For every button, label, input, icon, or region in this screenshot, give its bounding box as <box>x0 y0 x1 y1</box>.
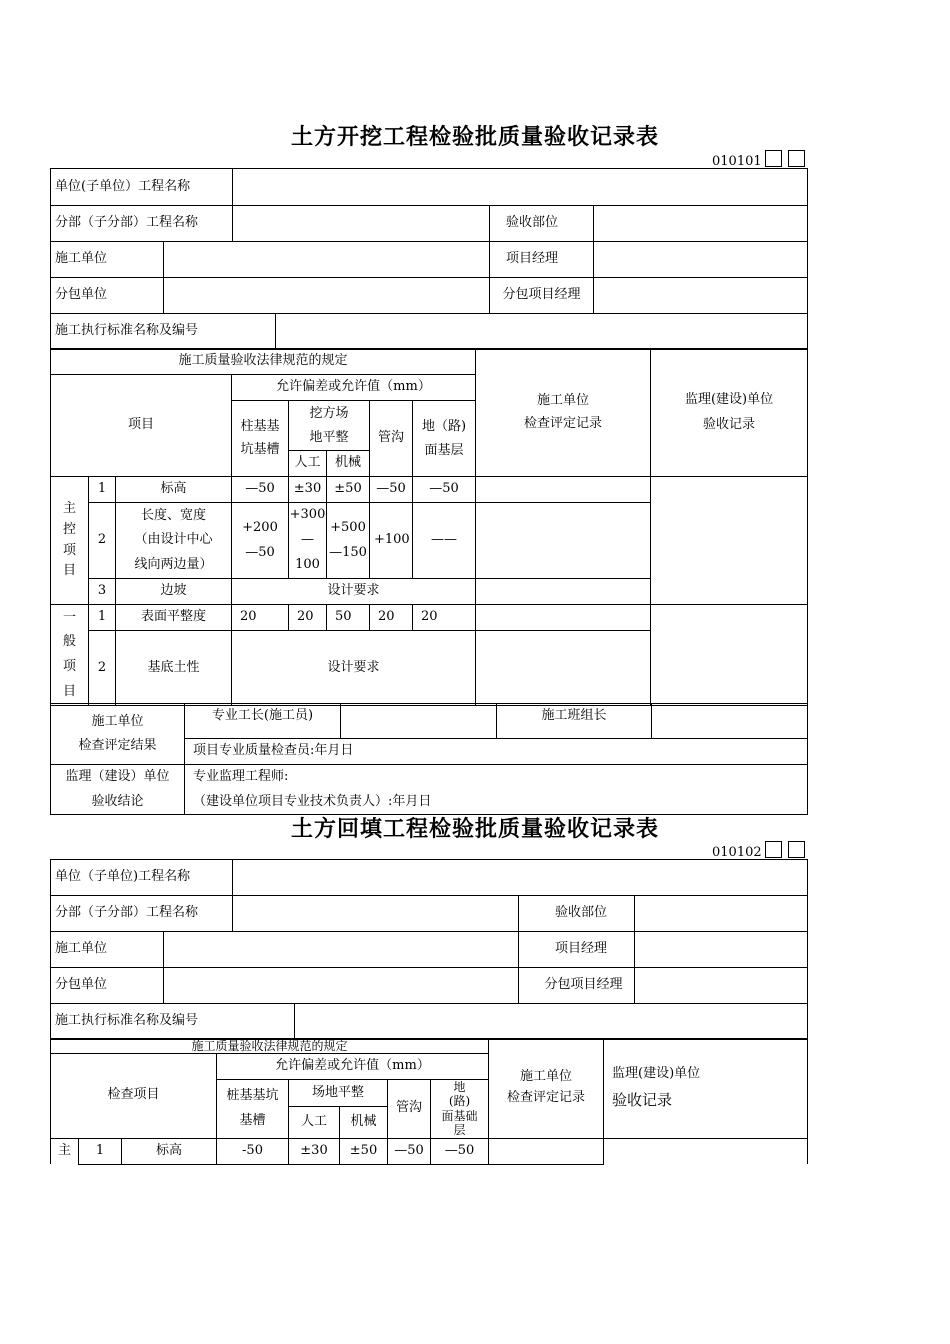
form1-item-header: 项目 <box>51 375 232 477</box>
form1-pm-label: 项目经理 <box>490 242 594 278</box>
form1-team-leader-label: 施工班组长 <box>497 704 652 739</box>
form2-item-header: 检查项目 <box>51 1054 217 1139</box>
row-no: 2 <box>89 503 116 579</box>
form1-contractor-label: 施工单位 <box>51 242 164 278</box>
form2-col-trench: 管沟 <box>388 1080 431 1139</box>
form2-title: 土方回填工程检验批质量验收记录表 <box>290 816 659 842</box>
form1-supervisor-eval-2: 验收记录 <box>703 416 756 432</box>
row-value-line: —150 <box>329 544 367 560</box>
row-machine: ±50 <box>340 1138 388 1164</box>
form1-col-pit <box>232 401 289 477</box>
row-contractor-eval[interactable] <box>476 605 651 631</box>
form1-general-group-char: 目 <box>62 683 76 699</box>
form2-col-machine: 机械 <box>340 1107 388 1138</box>
row-name-line: 长度、宽度 <box>140 508 206 524</box>
form1-general-group-label <box>51 605 89 706</box>
row-manual: 20 <box>289 605 327 631</box>
row-contractor-eval[interactable] <box>476 579 651 605</box>
form2-supervisor-eval-1: 监理(建设)单位 <box>612 1065 701 1081</box>
form1-engineer-label: 专业监理工程师: <box>193 769 289 785</box>
form1-contractor-eval-header <box>476 349 651 477</box>
row-value-line: +200 <box>242 519 278 535</box>
form1-standard-value[interactable] <box>276 314 808 350</box>
form1-general-group-char: 项 <box>62 659 76 674</box>
form2-code: 010102 <box>712 845 762 860</box>
form1-col-site-1: 挖方场 <box>309 406 349 422</box>
form2-contractor-value[interactable] <box>164 932 519 968</box>
row-no: 1 <box>79 1138 122 1164</box>
table-row <box>51 477 808 503</box>
form2-code-box-2[interactable] <box>788 841 805 858</box>
form1-main-group-char: 控 <box>62 521 76 537</box>
form1-col-site <box>289 401 370 451</box>
form2-inspect-part-label: 验收部位 <box>519 896 635 932</box>
row-manual <box>289 503 327 579</box>
row-contractor-eval[interactable] <box>489 1138 604 1164</box>
form1-supervisor-eval-header <box>651 349 808 477</box>
form1-contractor-eval-1: 施工单位 <box>537 393 590 409</box>
row-trench: +100 <box>370 503 413 579</box>
form2-unit-project-value[interactable] <box>233 860 808 896</box>
form1-supervisor-eval-1: 监理(建设)单位 <box>684 391 774 407</box>
form2-contractor-label: 施工单位 <box>51 932 164 968</box>
form1-inspect-part-label: 验收部位 <box>490 206 594 242</box>
form1-conclusion-label <box>51 765 185 815</box>
form2-supervisor-eval-header <box>604 1039 808 1139</box>
form1-sub-project-value[interactable] <box>233 206 490 242</box>
row-name <box>116 503 232 579</box>
form1-sub-pm-label: 分包项目经理 <box>490 278 594 314</box>
form2-sub-project-value[interactable] <box>233 896 519 932</box>
row-no: 1 <box>89 605 116 631</box>
table-row <box>51 605 808 631</box>
form1-qc-label: 项目专业质量检查员:年月日 <box>185 739 808 765</box>
form2-sub-project-label: 分部（子分部）工程名称 <box>51 896 233 932</box>
form1-main-group-char: 项 <box>62 542 76 558</box>
row-no: 2 <box>89 631 116 706</box>
form2-contractor-eval-1: 施工单位 <box>520 1069 573 1085</box>
form1-result-label <box>51 704 185 765</box>
row-trench: 20 <box>370 605 413 631</box>
form2-col-road <box>431 1080 489 1139</box>
form1-main-group-char: 主 <box>62 500 76 516</box>
form1-owner-label: （建设单位项目专业技术负责人）:年月日 <box>193 793 432 809</box>
form2-contractor-eval-2: 检查评定记录 <box>507 1090 586 1106</box>
row-value-line: +500 <box>330 519 366 535</box>
form1-col-road <box>413 401 476 477</box>
row-requirement: 设计要求 <box>232 631 476 706</box>
row-name: 标高 <box>122 1138 217 1164</box>
form2-pm-value[interactable] <box>635 932 808 968</box>
form1-col-road-1: 地（路) <box>421 419 467 435</box>
form1-col-trench: 管沟 <box>370 401 413 477</box>
form1-result-label-1: 施工单位 <box>91 713 144 729</box>
form1-pm-value[interactable] <box>594 242 808 278</box>
row-supervisor-eval[interactable] <box>604 1138 808 1164</box>
form2-unit-project-label: 单位（子单位)工程名称 <box>51 860 233 896</box>
form1-code-box-1[interactable] <box>765 150 782 167</box>
form1-general-supervisor-eval[interactable] <box>651 605 808 706</box>
form1-result-label-2: 检查评定结果 <box>78 738 157 753</box>
form1-subcontractor-value[interactable] <box>164 278 490 314</box>
form1-main-group-label <box>51 477 89 605</box>
form2-spec-header: 施工质量验收法律规范的规定 <box>51 1039 489 1054</box>
row-pit: 20 <box>232 605 289 631</box>
form1-code: 010101 <box>712 154 762 169</box>
row-trench: —50 <box>388 1138 431 1164</box>
form2-col-road-3: 面基础 <box>441 1108 478 1123</box>
row-value-line: —50 <box>245 544 275 560</box>
form1-col-pit-1: 柱基基 <box>240 419 280 435</box>
row-no: 3 <box>89 579 116 605</box>
form2-col-site: 场地平整 <box>289 1080 388 1107</box>
form2-col-road-4: 层 <box>453 1123 466 1138</box>
form1-col-road-2: 面基层 <box>424 442 464 458</box>
row-name: 边坡 <box>116 579 232 605</box>
row-value-line: —100 <box>295 532 320 572</box>
form1-col-site-2: 地平整 <box>309 429 349 445</box>
row-value-line: +300 <box>289 507 326 523</box>
form1-header-table <box>50 168 808 350</box>
row-manual: ±30 <box>289 477 327 503</box>
form2-sub-pm-value[interactable] <box>635 968 808 1004</box>
form1-sub-project-label: 分部（子分部）工程名称 <box>51 206 233 242</box>
form1-foreman-value[interactable] <box>341 704 497 739</box>
row-name: 基底土性 <box>116 631 232 706</box>
row-pit <box>232 503 289 579</box>
row-name: 标高 <box>116 477 232 503</box>
form2-main-table <box>50 1038 808 1165</box>
row-machine: 50 <box>327 605 370 631</box>
form1-conclusion-label-1: 监理（建设）单位 <box>65 769 170 785</box>
form1-team-leader-value[interactable] <box>652 704 808 739</box>
form1-col-machine: 机械 <box>327 451 370 477</box>
form2-code-box-1[interactable] <box>765 841 782 858</box>
form2-supervisor-eval-2: 验收记录 <box>612 1091 673 1110</box>
row-machine: ±50 <box>327 477 370 503</box>
form1-conclusion-value <box>185 765 808 815</box>
form1-col-manual: 人工 <box>289 451 327 477</box>
form1-code-box-2[interactable] <box>788 150 805 167</box>
form2-col-pit-2: 基槽 <box>239 1112 266 1128</box>
form2-contractor-eval-header <box>489 1039 604 1139</box>
row-name-line: （由设计中心 <box>134 532 213 548</box>
row-pit: —50 <box>232 477 289 503</box>
form2-col-road-2: (路) <box>448 1094 471 1109</box>
form1-col-pit-2: 坑基槽 <box>240 441 280 457</box>
form1-unit-project-value[interactable] <box>233 169 808 206</box>
form2-tolerance-header: 允许偏差或允许值（mm） <box>217 1054 489 1080</box>
row-road: 20 <box>413 605 476 631</box>
row-trench: —50 <box>370 477 413 503</box>
table-row <box>51 1138 808 1164</box>
row-road: —50 <box>413 477 476 503</box>
form1-subcontractor-label: 分包单位 <box>51 278 164 314</box>
form1-tolerance-header: 允许偏差或允许值（mm） <box>232 375 476 401</box>
row-road: —— <box>413 503 476 579</box>
form1-main-supervisor-eval[interactable] <box>651 477 808 605</box>
form2-standard-value[interactable] <box>295 1004 808 1040</box>
row-requirement: 设计要求 <box>232 579 476 605</box>
row-contractor-eval[interactable] <box>476 503 651 579</box>
row-machine <box>327 503 370 579</box>
form2-inspect-part-value[interactable] <box>635 896 808 932</box>
form1-general-group-char: 般 <box>62 634 76 650</box>
form1-contractor-value[interactable] <box>164 242 490 278</box>
form2-main-group-label: 主 <box>51 1138 79 1164</box>
form1-title: 土方开挖工程检验批质量验收记录表 <box>290 124 659 150</box>
row-pit: -50 <box>217 1138 289 1164</box>
form1-main-group-char: 目 <box>62 563 76 579</box>
form2-header-table <box>50 859 808 1040</box>
form1-inspect-part-value[interactable] <box>594 206 808 242</box>
form2-subcontractor-value[interactable] <box>164 968 519 1004</box>
row-name: 表面平整度 <box>116 605 232 631</box>
row-name-line: 线向两边量） <box>134 556 213 572</box>
form1-contractor-eval-2: 检查评定记录 <box>524 415 603 431</box>
row-contractor-eval[interactable] <box>476 631 651 706</box>
form2-standard-label: 施工执行标准名称及编号 <box>51 1004 295 1040</box>
row-manual: ±30 <box>289 1138 340 1164</box>
form1-unit-project-label: 单位(子单位）工程名称 <box>51 169 233 206</box>
row-road: —50 <box>431 1138 489 1164</box>
row-contractor-eval[interactable] <box>476 477 651 503</box>
form1-spec-header: 施工质量验收法律规范的规定 <box>51 349 476 375</box>
form1-footer-table <box>50 703 808 815</box>
form1-foreman-label: 专业工长(施工员) <box>185 704 341 739</box>
form1-sub-pm-value[interactable] <box>594 278 808 314</box>
form2-col-pit-1: 桩基基坑 <box>226 1088 279 1104</box>
form2-col-manual: 人工 <box>289 1107 340 1138</box>
form2-col-pit <box>217 1080 289 1139</box>
form2-sub-pm-label: 分包项目经理 <box>519 968 635 1004</box>
form2-col-road-1: 地 <box>453 1080 466 1094</box>
form1-conclusion-label-2: 验收结论 <box>91 793 144 809</box>
row-no: 1 <box>89 477 116 503</box>
form1-main-table <box>50 348 808 706</box>
form1-standard-label: 施工执行标准名称及编号 <box>51 314 276 350</box>
form1-general-group-char: 一 <box>62 609 76 625</box>
form2-subcontractor-label: 分包单位 <box>51 968 164 1004</box>
form2-pm-label: 项目经理 <box>519 932 635 968</box>
